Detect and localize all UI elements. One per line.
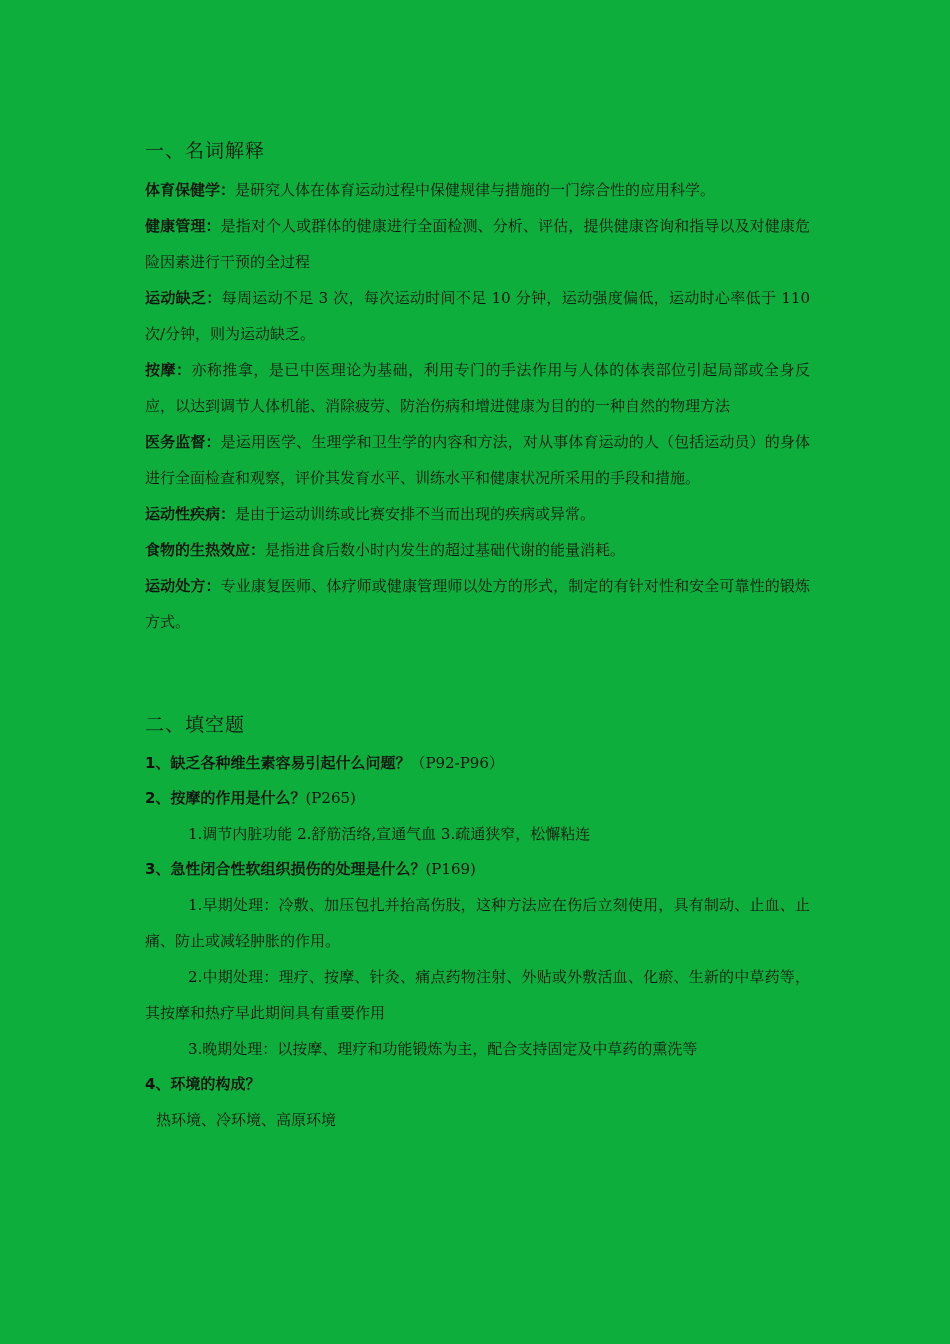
definition-item <box>145 568 810 640</box>
question-text: 4、环境的构成？ <box>145 1075 261 1093</box>
question-item <box>145 852 810 887</box>
definition-text: 专业康复医师、体疗师或健康管理师以处方的形式，制定的有针对性和安全可靠性的锻炼方式。 <box>145 577 810 631</box>
definition-text: 亦称推拿，是已中医理论为基础，利用专门的手法作用与人体的体表部位引起局部或全身反应，以达到调节人体机能、消除疲劳、防治伤病和增进健康为目的的一种自然的物理方法 <box>145 361 810 415</box>
question-text: 3、急性闭合性软组织损伤的处理是什么？ <box>145 860 426 878</box>
definition-term: 按摩： <box>145 361 192 379</box>
definition-term: 运动处方： <box>145 577 221 595</box>
answer-text: 3.晚期处理：以按摩、理疗和功能锻炼为主，配合支持固定及中草药的熏洗等 <box>188 1040 698 1058</box>
document-page <box>145 136 810 1138</box>
section-spacer <box>145 640 810 710</box>
definition-item <box>145 280 810 352</box>
definition-term: 健康管理： <box>145 217 221 235</box>
answer-text: 2.中期处理：理疗、按摩、针灸、痛点药物注射、外贴或外敷活血、化瘀、生新的中草药等，其按摩和热疗早此期间具有重要作用 <box>145 968 810 1022</box>
definition-item <box>145 496 810 532</box>
definition-text: 每周运动不足 3 次，每次运动时间不足 10 分钟，运动强度偏低，运动时心率低于 110 次/分钟，则为运动缺乏。 <box>145 289 810 343</box>
definition-text: 是研究人体在体育运动过程中保健规律与措施的一门综合性的应用科学。 <box>235 181 716 199</box>
question-text: 2、按摩的作用是什么？ <box>145 789 306 807</box>
definition-text: 是指进食后数小时内发生的超过基础代谢的能量消耗。 <box>265 541 626 559</box>
definition-text: 是运用医学、生理学和卫生学的内容和方法，对从事体育运动的人（包括运动员）的身体进行全面检查和观察，评价其发育水平、训练水平和健康状况所采用的手段和措施。 <box>145 433 810 487</box>
definition-item <box>145 424 810 496</box>
page-reference: （P92-P96） <box>410 754 504 772</box>
answer-text: 1.调节内脏功能 2.舒筋活络,宣通气血 3.疏通狭窄，松懈粘连 <box>188 825 591 843</box>
answer-text: 1.早期处理：冷敷、加压包扎并抬高伤肢，这种方法应在伤后立刻使用，具有制动、止血、止痛、防止或减轻肿胀的作用。 <box>145 896 810 950</box>
definition-term: 医务监督： <box>145 433 221 451</box>
question-item <box>145 746 810 781</box>
definition-item <box>145 172 810 208</box>
section-title-definitions: 一、名词解释 <box>145 140 266 162</box>
definition-item <box>145 352 810 424</box>
section-title-fill-in: 二、填空题 <box>145 714 246 736</box>
question-item <box>145 1067 810 1102</box>
definition-term: 运动性疾病： <box>145 505 236 523</box>
definition-item <box>145 208 810 280</box>
page-reference: (P169) <box>425 860 476 878</box>
answer-text: 热环境、冷环境、高原环境 <box>156 1111 337 1129</box>
page-reference: (P265) <box>305 789 356 807</box>
question-text: 1、缺乏各种维生素容易引起什么问题？ <box>145 754 411 772</box>
definition-text: 是由于运动训练或比赛安排不当而出现的疾病或异常。 <box>235 505 596 523</box>
definition-term: 食物的生热效应： <box>145 541 266 559</box>
definition-text: 是指对个人或群体的健康进行全面检测、分析、评估，提供健康咨询和指导以及对健康危险因素进行干预的全过程 <box>145 217 810 271</box>
question-item <box>145 781 810 816</box>
definition-term: 体育保健学： <box>145 181 236 199</box>
definition-term: 运动缺乏： <box>145 289 222 307</box>
definition-item <box>145 532 810 568</box>
